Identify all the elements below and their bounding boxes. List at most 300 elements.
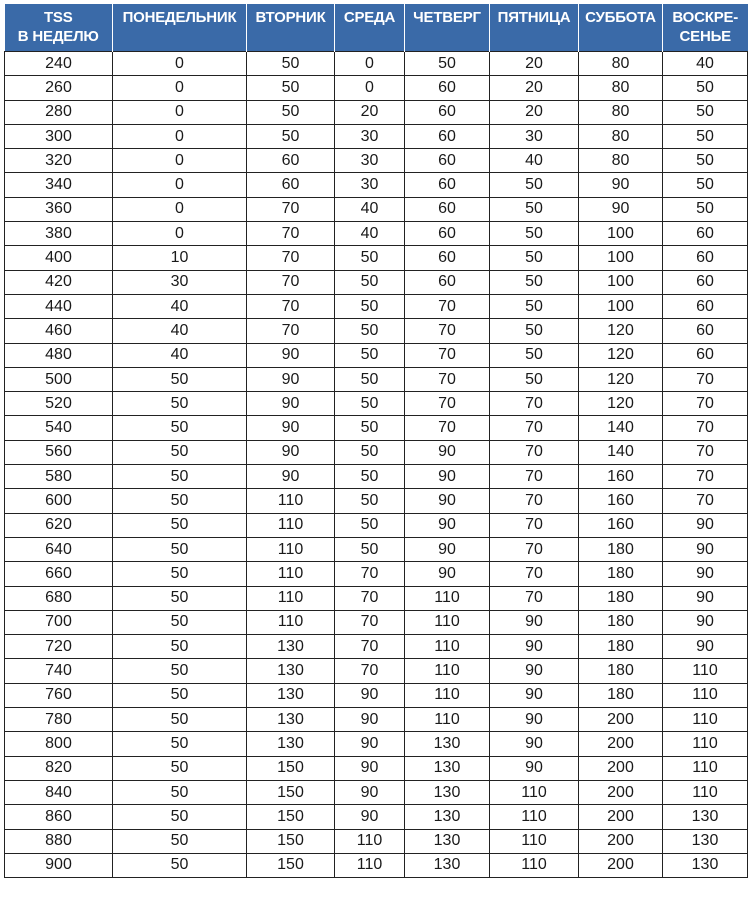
header-thursday xyxy=(405,4,490,52)
cell-thursday: 130 xyxy=(405,780,490,804)
cell-friday: 20 xyxy=(490,100,579,124)
table-row xyxy=(5,76,748,100)
cell-monday: 0 xyxy=(113,52,247,76)
cell-wednesday: 50 xyxy=(335,319,405,343)
cell-sunday: 130 xyxy=(663,853,748,877)
cell-monday: 50 xyxy=(113,562,247,586)
cell-sunday: 130 xyxy=(663,829,748,853)
cell-wednesday: 50 xyxy=(335,343,405,367)
cell-thursday: 70 xyxy=(405,392,490,416)
cell-tuesday: 150 xyxy=(247,853,335,877)
cell-tss: 420 xyxy=(5,270,113,294)
column-header-label: ПЯТНИЦА xyxy=(497,9,571,26)
cell-saturday: 80 xyxy=(579,52,663,76)
table-row xyxy=(5,805,748,829)
cell-friday: 50 xyxy=(490,270,579,294)
cell-sunday: 50 xyxy=(663,100,748,124)
cell-tss: 340 xyxy=(5,173,113,197)
cell-tss: 440 xyxy=(5,294,113,318)
cell-sunday: 110 xyxy=(663,708,748,732)
table-row xyxy=(5,537,748,561)
cell-saturday: 120 xyxy=(579,367,663,391)
cell-wednesday: 50 xyxy=(335,246,405,270)
column-header-label: ВТОРНИК xyxy=(255,9,326,26)
cell-tss: 740 xyxy=(5,659,113,683)
cell-tuesday: 70 xyxy=(247,246,335,270)
cell-thursday: 130 xyxy=(405,756,490,780)
cell-saturday: 160 xyxy=(579,513,663,537)
cell-tuesday: 70 xyxy=(247,294,335,318)
cell-tuesday: 50 xyxy=(247,52,335,76)
header-sunday xyxy=(663,4,748,52)
cell-monday: 50 xyxy=(113,805,247,829)
cell-sunday: 110 xyxy=(663,732,748,756)
cell-tss: 680 xyxy=(5,586,113,610)
cell-tss: 360 xyxy=(5,197,113,221)
cell-saturday: 140 xyxy=(579,440,663,464)
cell-friday: 90 xyxy=(490,683,579,707)
cell-sunday: 110 xyxy=(663,756,748,780)
table-row xyxy=(5,246,748,270)
cell-tss: 720 xyxy=(5,635,113,659)
cell-friday: 20 xyxy=(490,76,579,100)
cell-saturday: 90 xyxy=(579,197,663,221)
cell-wednesday: 0 xyxy=(335,52,405,76)
cell-wednesday: 50 xyxy=(335,294,405,318)
cell-thursday: 110 xyxy=(405,610,490,634)
cell-wednesday: 50 xyxy=(335,465,405,489)
table-row xyxy=(5,708,748,732)
cell-tss: 540 xyxy=(5,416,113,440)
cell-friday: 50 xyxy=(490,222,579,246)
column-header-label: СРЕДА xyxy=(343,9,396,26)
cell-monday: 30 xyxy=(113,270,247,294)
cell-tuesday: 110 xyxy=(247,562,335,586)
cell-friday: 50 xyxy=(490,294,579,318)
cell-tss: 900 xyxy=(5,853,113,877)
cell-tss: 880 xyxy=(5,829,113,853)
cell-friday: 70 xyxy=(490,392,579,416)
cell-saturday: 200 xyxy=(579,756,663,780)
cell-friday: 90 xyxy=(490,732,579,756)
table-row xyxy=(5,465,748,489)
cell-monday: 0 xyxy=(113,100,247,124)
cell-monday: 0 xyxy=(113,222,247,246)
table-row xyxy=(5,513,748,537)
cell-saturday: 90 xyxy=(579,173,663,197)
cell-tss: 580 xyxy=(5,465,113,489)
cell-monday: 50 xyxy=(113,440,247,464)
cell-monday: 50 xyxy=(113,392,247,416)
cell-tss: 300 xyxy=(5,124,113,148)
cell-tss: 320 xyxy=(5,149,113,173)
cell-saturday: 180 xyxy=(579,683,663,707)
cell-thursday: 60 xyxy=(405,197,490,221)
header-monday xyxy=(113,4,247,52)
cell-tss: 700 xyxy=(5,610,113,634)
cell-friday: 90 xyxy=(490,659,579,683)
cell-wednesday: 40 xyxy=(335,222,405,246)
table-row xyxy=(5,829,748,853)
table-row xyxy=(5,780,748,804)
cell-saturday: 200 xyxy=(579,805,663,829)
cell-thursday: 70 xyxy=(405,416,490,440)
cell-thursday: 50 xyxy=(405,52,490,76)
cell-tuesday: 70 xyxy=(247,222,335,246)
cell-friday: 30 xyxy=(490,124,579,148)
table-row xyxy=(5,732,748,756)
cell-tss: 500 xyxy=(5,367,113,391)
cell-wednesday: 50 xyxy=(335,392,405,416)
cell-monday: 50 xyxy=(113,635,247,659)
column-header-label: СУББОТА xyxy=(585,9,656,26)
cell-tuesday: 90 xyxy=(247,367,335,391)
cell-wednesday: 30 xyxy=(335,124,405,148)
cell-wednesday: 70 xyxy=(335,586,405,610)
cell-tuesday: 150 xyxy=(247,829,335,853)
cell-saturday: 140 xyxy=(579,416,663,440)
cell-monday: 10 xyxy=(113,246,247,270)
cell-monday: 50 xyxy=(113,367,247,391)
cell-tuesday: 110 xyxy=(247,537,335,561)
cell-tss: 800 xyxy=(5,732,113,756)
cell-tss: 840 xyxy=(5,780,113,804)
table-row xyxy=(5,270,748,294)
cell-thursday: 60 xyxy=(405,270,490,294)
cell-thursday: 70 xyxy=(405,367,490,391)
cell-tuesday: 110 xyxy=(247,586,335,610)
table-row xyxy=(5,416,748,440)
cell-saturday: 160 xyxy=(579,465,663,489)
cell-thursday: 90 xyxy=(405,537,490,561)
column-header-label: ПОНЕДЕЛЬНИК xyxy=(122,9,237,26)
cell-monday: 40 xyxy=(113,319,247,343)
cell-friday: 50 xyxy=(490,343,579,367)
cell-saturday: 200 xyxy=(579,708,663,732)
cell-thursday: 110 xyxy=(405,683,490,707)
cell-wednesday: 90 xyxy=(335,732,405,756)
cell-tuesday: 90 xyxy=(247,392,335,416)
cell-monday: 50 xyxy=(113,513,247,537)
cell-thursday: 90 xyxy=(405,562,490,586)
cell-wednesday: 20 xyxy=(335,100,405,124)
cell-sunday: 70 xyxy=(663,465,748,489)
cell-sunday: 60 xyxy=(663,222,748,246)
table-body xyxy=(5,52,748,878)
table-row xyxy=(5,52,748,76)
cell-thursday: 110 xyxy=(405,586,490,610)
cell-monday: 0 xyxy=(113,197,247,221)
cell-monday: 50 xyxy=(113,732,247,756)
cell-tss: 780 xyxy=(5,708,113,732)
cell-monday: 50 xyxy=(113,416,247,440)
cell-sunday: 90 xyxy=(663,635,748,659)
cell-monday: 50 xyxy=(113,489,247,513)
cell-tss: 640 xyxy=(5,537,113,561)
cell-tss: 480 xyxy=(5,343,113,367)
cell-tuesday: 50 xyxy=(247,100,335,124)
table-row xyxy=(5,197,748,221)
cell-wednesday: 70 xyxy=(335,610,405,634)
cell-wednesday: 90 xyxy=(335,805,405,829)
cell-sunday: 70 xyxy=(663,416,748,440)
cell-friday: 50 xyxy=(490,367,579,391)
cell-friday: 110 xyxy=(490,805,579,829)
cell-tss: 760 xyxy=(5,683,113,707)
table-row xyxy=(5,489,748,513)
cell-saturday: 100 xyxy=(579,294,663,318)
table-row xyxy=(5,635,748,659)
cell-saturday: 200 xyxy=(579,780,663,804)
cell-tss: 520 xyxy=(5,392,113,416)
cell-tuesday: 130 xyxy=(247,659,335,683)
cell-thursday: 90 xyxy=(405,513,490,537)
cell-saturday: 180 xyxy=(579,610,663,634)
cell-friday: 110 xyxy=(490,780,579,804)
cell-tuesday: 110 xyxy=(247,489,335,513)
cell-thursday: 110 xyxy=(405,659,490,683)
table-row xyxy=(5,173,748,197)
cell-wednesday: 30 xyxy=(335,149,405,173)
cell-thursday: 70 xyxy=(405,319,490,343)
cell-sunday: 70 xyxy=(663,367,748,391)
cell-saturday: 80 xyxy=(579,124,663,148)
cell-tuesday: 60 xyxy=(247,149,335,173)
cell-sunday: 110 xyxy=(663,683,748,707)
cell-monday: 50 xyxy=(113,465,247,489)
table-row xyxy=(5,440,748,464)
cell-tuesday: 50 xyxy=(247,76,335,100)
table-row xyxy=(5,562,748,586)
table-row xyxy=(5,756,748,780)
cell-sunday: 50 xyxy=(663,76,748,100)
table-row xyxy=(5,659,748,683)
cell-sunday: 70 xyxy=(663,489,748,513)
cell-thursday: 60 xyxy=(405,222,490,246)
cell-thursday: 70 xyxy=(405,343,490,367)
header-tss-per-week xyxy=(5,4,113,52)
cell-saturday: 120 xyxy=(579,392,663,416)
cell-saturday: 100 xyxy=(579,246,663,270)
cell-tuesday: 150 xyxy=(247,805,335,829)
cell-monday: 0 xyxy=(113,76,247,100)
table-row xyxy=(5,222,748,246)
cell-saturday: 180 xyxy=(579,635,663,659)
cell-friday: 90 xyxy=(490,708,579,732)
cell-tuesday: 90 xyxy=(247,465,335,489)
cell-wednesday: 90 xyxy=(335,780,405,804)
cell-saturday: 180 xyxy=(579,586,663,610)
table-row xyxy=(5,853,748,877)
cell-tss: 600 xyxy=(5,489,113,513)
cell-tuesday: 130 xyxy=(247,683,335,707)
cell-tss: 560 xyxy=(5,440,113,464)
cell-wednesday: 50 xyxy=(335,367,405,391)
cell-friday: 20 xyxy=(490,52,579,76)
cell-friday: 50 xyxy=(490,197,579,221)
header-friday xyxy=(490,4,579,52)
cell-friday: 50 xyxy=(490,319,579,343)
cell-saturday: 100 xyxy=(579,270,663,294)
cell-sunday: 90 xyxy=(663,513,748,537)
cell-sunday: 40 xyxy=(663,52,748,76)
cell-monday: 0 xyxy=(113,124,247,148)
cell-monday: 50 xyxy=(113,780,247,804)
cell-saturday: 200 xyxy=(579,829,663,853)
table-row xyxy=(5,149,748,173)
cell-monday: 50 xyxy=(113,683,247,707)
cell-tuesday: 70 xyxy=(247,270,335,294)
cell-tss: 260 xyxy=(5,76,113,100)
cell-monday: 50 xyxy=(113,853,247,877)
cell-monday: 50 xyxy=(113,829,247,853)
cell-friday: 90 xyxy=(490,610,579,634)
cell-sunday: 110 xyxy=(663,780,748,804)
cell-thursday: 90 xyxy=(405,489,490,513)
cell-thursday: 90 xyxy=(405,440,490,464)
cell-wednesday: 0 xyxy=(335,76,405,100)
cell-thursday: 110 xyxy=(405,708,490,732)
cell-tss: 860 xyxy=(5,805,113,829)
cell-sunday: 110 xyxy=(663,659,748,683)
cell-wednesday: 70 xyxy=(335,635,405,659)
table-row xyxy=(5,392,748,416)
cell-wednesday: 90 xyxy=(335,756,405,780)
cell-wednesday: 90 xyxy=(335,708,405,732)
cell-sunday: 70 xyxy=(663,392,748,416)
cell-friday: 70 xyxy=(490,586,579,610)
cell-thursday: 130 xyxy=(405,732,490,756)
cell-tuesday: 130 xyxy=(247,708,335,732)
cell-friday: 70 xyxy=(490,465,579,489)
cell-thursday: 60 xyxy=(405,173,490,197)
header-saturday xyxy=(579,4,663,52)
cell-saturday: 100 xyxy=(579,222,663,246)
cell-friday: 70 xyxy=(490,513,579,537)
cell-monday: 0 xyxy=(113,149,247,173)
table-row xyxy=(5,319,748,343)
cell-tss: 660 xyxy=(5,562,113,586)
cell-friday: 70 xyxy=(490,562,579,586)
cell-sunday: 60 xyxy=(663,319,748,343)
cell-tuesday: 50 xyxy=(247,124,335,148)
cell-wednesday: 50 xyxy=(335,270,405,294)
cell-wednesday: 50 xyxy=(335,416,405,440)
table-row xyxy=(5,586,748,610)
cell-wednesday: 50 xyxy=(335,513,405,537)
cell-sunday: 90 xyxy=(663,562,748,586)
cell-sunday: 90 xyxy=(663,610,748,634)
cell-friday: 110 xyxy=(490,853,579,877)
cell-tss: 400 xyxy=(5,246,113,270)
tss-weekly-table xyxy=(4,4,748,878)
cell-sunday: 60 xyxy=(663,270,748,294)
cell-wednesday: 50 xyxy=(335,440,405,464)
cell-thursday: 60 xyxy=(405,76,490,100)
cell-saturday: 180 xyxy=(579,562,663,586)
cell-tuesday: 90 xyxy=(247,343,335,367)
cell-monday: 40 xyxy=(113,343,247,367)
cell-tss: 240 xyxy=(5,52,113,76)
column-header-label: ЧЕТВЕРГ xyxy=(413,9,481,26)
cell-sunday: 60 xyxy=(663,343,748,367)
cell-thursday: 130 xyxy=(405,805,490,829)
cell-saturday: 200 xyxy=(579,853,663,877)
cell-tuesday: 150 xyxy=(247,780,335,804)
cell-wednesday: 50 xyxy=(335,537,405,561)
cell-tuesday: 70 xyxy=(247,319,335,343)
cell-sunday: 70 xyxy=(663,440,748,464)
cell-friday: 70 xyxy=(490,416,579,440)
cell-sunday: 90 xyxy=(663,537,748,561)
table-row xyxy=(5,294,748,318)
cell-tuesday: 70 xyxy=(247,197,335,221)
cell-tuesday: 90 xyxy=(247,416,335,440)
cell-saturday: 120 xyxy=(579,319,663,343)
cell-wednesday: 70 xyxy=(335,659,405,683)
cell-thursday: 60 xyxy=(405,149,490,173)
cell-friday: 110 xyxy=(490,829,579,853)
cell-saturday: 200 xyxy=(579,732,663,756)
cell-sunday: 60 xyxy=(663,246,748,270)
cell-friday: 90 xyxy=(490,635,579,659)
header-tuesday xyxy=(247,4,335,52)
cell-tuesday: 110 xyxy=(247,610,335,634)
cell-wednesday: 70 xyxy=(335,562,405,586)
cell-friday: 70 xyxy=(490,440,579,464)
cell-friday: 70 xyxy=(490,537,579,561)
cell-monday: 50 xyxy=(113,659,247,683)
cell-tuesday: 150 xyxy=(247,756,335,780)
table-header xyxy=(5,4,748,52)
cell-thursday: 70 xyxy=(405,294,490,318)
cell-monday: 50 xyxy=(113,756,247,780)
cell-thursday: 130 xyxy=(405,853,490,877)
cell-wednesday: 40 xyxy=(335,197,405,221)
cell-friday: 70 xyxy=(490,489,579,513)
cell-sunday: 130 xyxy=(663,805,748,829)
table-row xyxy=(5,124,748,148)
cell-monday: 50 xyxy=(113,708,247,732)
cell-thursday: 60 xyxy=(405,124,490,148)
table-row xyxy=(5,100,748,124)
cell-tss: 280 xyxy=(5,100,113,124)
table-row xyxy=(5,367,748,391)
cell-saturday: 120 xyxy=(579,343,663,367)
cell-friday: 50 xyxy=(490,173,579,197)
table-row xyxy=(5,343,748,367)
cell-tuesday: 60 xyxy=(247,173,335,197)
column-header-label: ВОСКРЕ- СЕНЬЕ xyxy=(672,9,739,45)
cell-saturday: 80 xyxy=(579,76,663,100)
cell-thursday: 130 xyxy=(405,829,490,853)
cell-sunday: 90 xyxy=(663,586,748,610)
cell-tss: 620 xyxy=(5,513,113,537)
column-header-label: TSS В НЕДЕЛЮ xyxy=(17,9,99,45)
table-row xyxy=(5,610,748,634)
cell-sunday: 50 xyxy=(663,149,748,173)
cell-tss: 820 xyxy=(5,756,113,780)
cell-saturday: 80 xyxy=(579,100,663,124)
cell-tss: 380 xyxy=(5,222,113,246)
cell-thursday: 60 xyxy=(405,246,490,270)
cell-monday: 0 xyxy=(113,173,247,197)
cell-thursday: 60 xyxy=(405,100,490,124)
header-wednesday xyxy=(335,4,405,52)
table-row xyxy=(5,683,748,707)
cell-wednesday: 30 xyxy=(335,173,405,197)
cell-wednesday: 50 xyxy=(335,489,405,513)
